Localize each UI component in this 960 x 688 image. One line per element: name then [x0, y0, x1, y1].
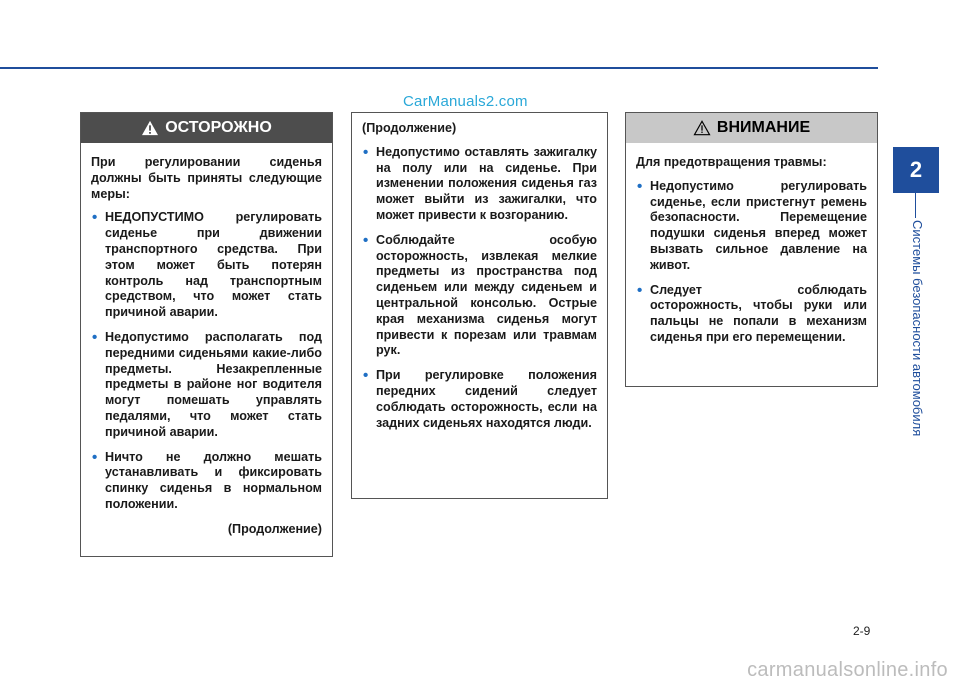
caution-content [626, 143, 877, 346]
warning-triangle-icon [141, 120, 159, 136]
caution-triangle-icon [693, 120, 711, 136]
list-item: • Ничто не должно мешать устанавливать и фиксировать спинку сиденья в нормальном положении. [91, 450, 322, 513]
list-item: • НЕДОПУСТИМО регулировать сиденье при движении транспортного средства. При этом может быть потерян контроль над транспортным средством, что может стать причиной аварии. [91, 210, 322, 321]
list-item: • Недопустимо регулировать сиденье, если пристегнут ремень безопасности. Перемещение подушки сиденья вперед может вызвать сильное давление на живот. [636, 179, 867, 274]
chapter-tab-line [915, 193, 916, 218]
list-item: • Соблюдайте особую осторожность, извлекая мелкие предметы из пространства под сиденьем или между сиденьем и центральной консолью. Острые края механизма сиденья могут привести к порезам или травмам рук. [362, 233, 597, 359]
watermark-bottom[interactable]: carmanualsonline.info [747, 659, 948, 681]
list-item: • При регулировке положения передних сидений следует соблюдать осторожность, если на задних сиденьях находятся люди. [362, 368, 597, 431]
continued-label: (Продолжение) [227, 521, 322, 536]
watermark-top[interactable]: CarManuals2.com [403, 93, 528, 110]
chapter-tab: 2 [893, 147, 939, 193]
caution-list [636, 179, 867, 346]
warning-intro: При регулировании сиденья должны быть приняты следующие меры: [91, 155, 322, 201]
continued-heading: (Продолжение) [362, 121, 457, 135]
caution-intro: Для предотвращения травмы: [636, 155, 827, 169]
warning-header [81, 113, 332, 143]
list-item: • Следует соблюдать осторожность, чтобы руки или пальцы не попали в механизм сиденья при его перемещении. [636, 283, 867, 346]
warning-list [91, 210, 322, 512]
continued-list [362, 145, 597, 432]
warning-box [80, 112, 333, 557]
continued-box [351, 112, 608, 499]
chapter-label: Системы безопасности автомобиля [910, 220, 925, 437]
caution-header [626, 113, 877, 143]
header-rule [0, 67, 878, 69]
warning-title: ОСТОРОЖНО [165, 119, 272, 136]
list-item: • Недопустимо оставлять зажигалку на полу или на сиденье. При изменении положения сиденья газ может выйти из зажигалки, что может привести к возгоранию. [362, 145, 597, 224]
list-item: • Недопустимо располагать под передними сиденьями какие-либо предметы. Незакрепленные предметы в районе ног водителя могут помешать управлять педалями, что может стать причиной аварии. [91, 330, 322, 441]
caution-box [625, 112, 878, 387]
page-number: 2-9 [853, 624, 871, 638]
warning-content [81, 143, 332, 538]
caution-title: ВНИМАНИЕ [716, 119, 811, 136]
continued-content [352, 113, 607, 431]
